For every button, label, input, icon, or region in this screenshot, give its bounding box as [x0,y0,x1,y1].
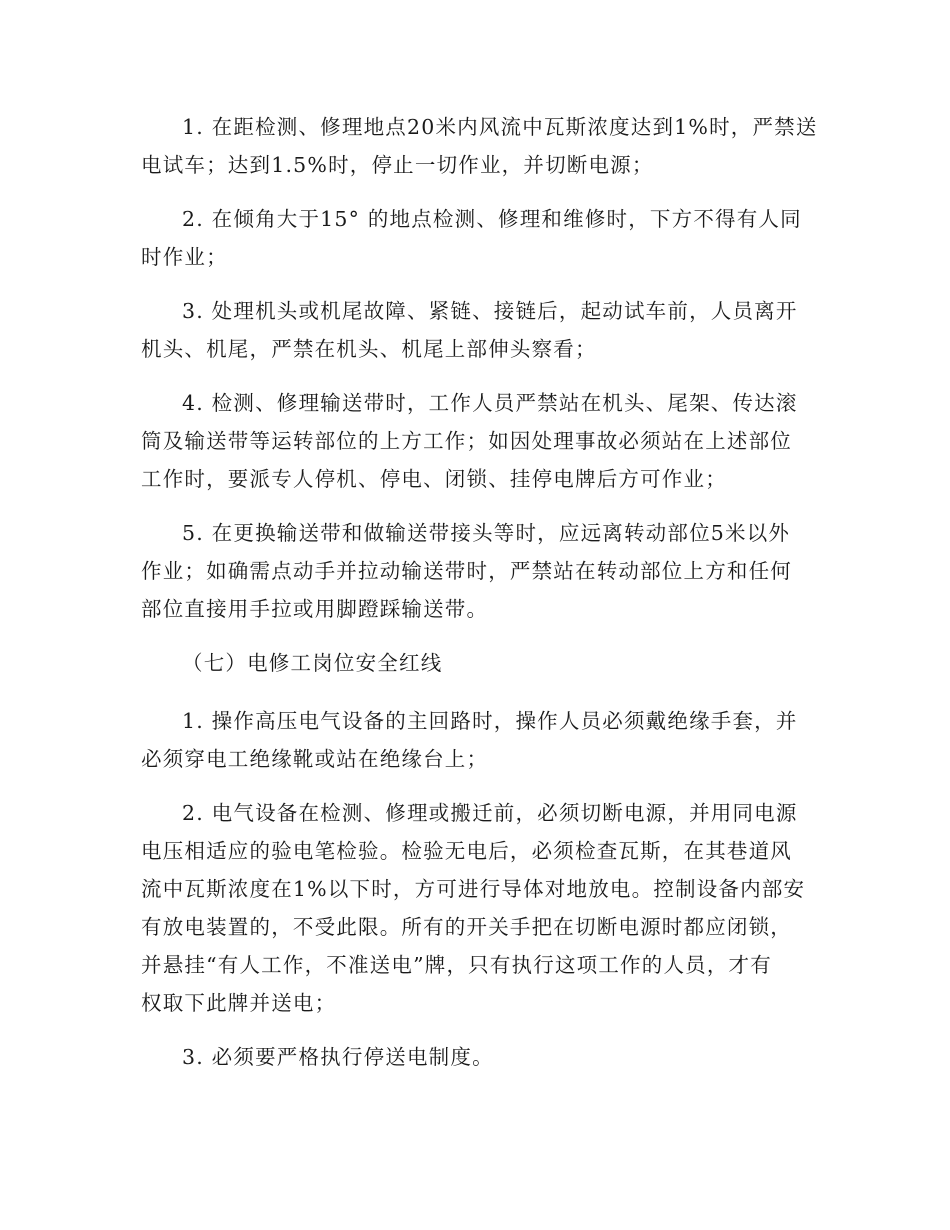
paragraph-line: 有放电装置的，不受此限。所有的开关手把在切断电源时都应闭锁， [141,915,792,939]
paragraph-line: 电压相适应的验电笔检验。检验无电后，必须检查瓦斯，在其巷道风 [141,839,792,863]
paragraph-line: 工作时，要派专人停机、停电、闭锁、挂停电牌后方可作业； [141,467,727,491]
paragraph-line: 机头、机尾，严禁在机头、机尾上部伸头察看； [141,337,597,361]
paragraph-2 [141,200,801,276]
paragraph-line: 3. 必须要严格执行停送电制度。 [182,1045,494,1069]
paragraph-line: 4. 检测、修理输送带时，工作人员严禁站在机头、尾架、传达滚 [182,391,798,415]
paragraph-line: 筒及输送带等运转部位的上方工作；如因处理事故必须站在上述部位 [141,429,792,453]
paragraph-4 [141,384,801,498]
paragraph-line: 并悬挂“有人工作，不准送电”牌，只有执行这项工作的人员，才有 [141,953,772,977]
paragraph-line: 2. 在倾角大于15° 的地点检测、修理和维修时，下方不得有人同 [182,207,802,231]
paragraph-line: 1. 在距检测、修理地点20米内风流中瓦斯浓度达到1%时，严禁送 [182,115,818,139]
section-paragraph-1 [141,702,801,778]
paragraph-line: 部位直接用手拉或用脚蹬踩输送带。 [141,597,489,621]
paragraph-1 [141,108,818,184]
paragraph-line: 1. 操作高压电气设备的主回路时，操作人员必须戴绝缘手套，并 [182,709,798,733]
paragraph-line: 作业；如确需点动手并拉动输送带时，严禁站在转动部位上方和任何 [141,559,792,583]
section-paragraph-2 [141,794,806,1022]
section-paragraph-3 [141,1038,801,1076]
paragraph-5 [141,514,801,628]
paragraph-line: 电试车；达到1.5%时，停止一切作业，并切断电源； [141,153,654,177]
paragraph-line: 3. 处理机头或机尾故障、紧链、接链后，起动试车前，人员离开 [182,299,798,323]
document-page [141,108,818,1092]
paragraph-line: 5. 在更换输送带和做输送带接头等时，应远离转动部位5米以外 [182,521,791,545]
paragraph-line: 流中瓦斯浓度在1%以下时，方可进行导体对地放电。控制设备内部安 [141,877,806,901]
paragraph-line: 权取下此牌并送电； [141,991,337,1015]
section-heading: （七）电修工岗位安全红线 [182,651,443,675]
paragraph-line: 2. 电气设备在检测、修理或搬迁前，必须切断电源，并用同电源 [182,801,798,825]
paragraph-line: 时作业； [141,245,228,269]
paragraph-line: 必须穿电工绝缘靴或站在绝缘台上； [141,747,489,771]
paragraph-3 [141,292,801,368]
